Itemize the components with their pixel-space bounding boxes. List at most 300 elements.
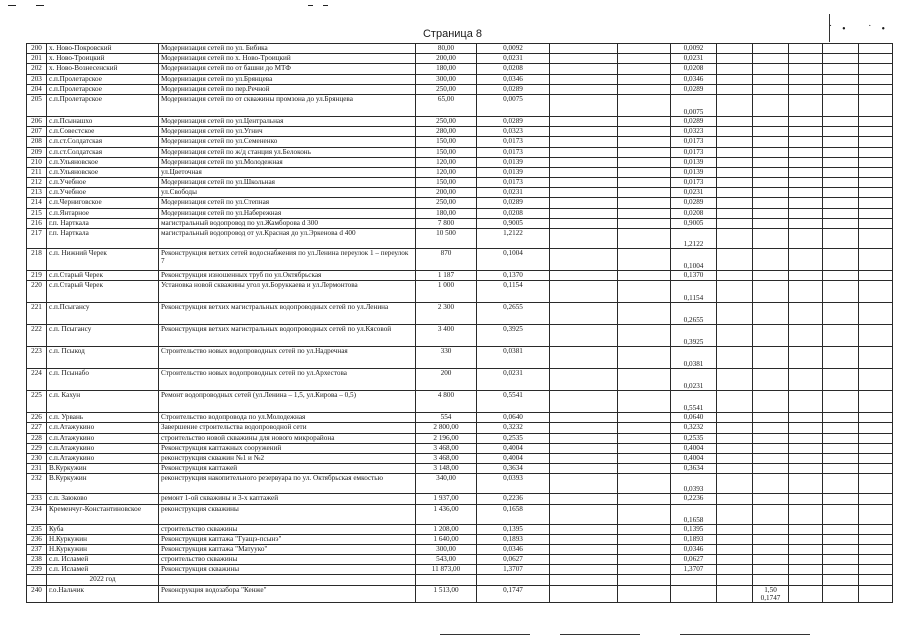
settlement-cell: х. Ново-Вознесенский bbox=[47, 64, 159, 74]
empty-cell bbox=[789, 127, 823, 137]
table-row bbox=[27, 188, 893, 198]
share-total-cell: 0,0231 bbox=[671, 188, 717, 198]
work-description-cell: строительство новой скважины для нового микрорайона bbox=[159, 433, 416, 443]
settlement-cell: В.Куркужин bbox=[47, 474, 159, 494]
empty-cell bbox=[823, 565, 859, 575]
settlement-cell: с.п.ст.Солдатская bbox=[47, 147, 159, 157]
row-number: 204 bbox=[27, 84, 47, 94]
amount-cell: 250,00 bbox=[416, 84, 477, 94]
year-2022-amount-cell bbox=[753, 157, 789, 167]
scan-corner-marks: ˙• ˙• bbox=[828, 24, 895, 35]
share-cell: 1,3707 bbox=[477, 565, 550, 575]
empty-cell bbox=[789, 544, 823, 554]
settlement-cell: с.п. Заюково bbox=[47, 494, 159, 504]
work-description-cell: реконструкция скважины bbox=[159, 504, 416, 524]
row-number: 234 bbox=[27, 504, 47, 524]
settlement-cell: с.п. Кахун bbox=[47, 391, 159, 413]
table-row bbox=[27, 94, 893, 116]
amount-cell: 200 bbox=[416, 369, 477, 391]
table-row bbox=[27, 555, 893, 565]
year-2022-amount-cell bbox=[753, 188, 789, 198]
empty-cell bbox=[859, 423, 893, 433]
settlement-cell: с.п.Пролетарское bbox=[47, 94, 159, 116]
amount-cell: 120,00 bbox=[416, 167, 477, 177]
amount-cell: 150,00 bbox=[416, 147, 477, 157]
row-number: 238 bbox=[27, 555, 47, 565]
empty-cell bbox=[823, 44, 859, 54]
year-2022-amount-cell bbox=[753, 453, 789, 463]
year-2022-amount-cell bbox=[753, 94, 789, 116]
share-cell: 0,9005 bbox=[477, 218, 550, 228]
settlement-cell: х. Ново-Покровский bbox=[47, 44, 159, 54]
empty-cell bbox=[550, 347, 618, 369]
empty-cell bbox=[789, 369, 823, 391]
empty-cell bbox=[789, 229, 823, 249]
amount-cell: 1 208,00 bbox=[416, 524, 477, 534]
row-number: 237 bbox=[27, 544, 47, 554]
empty-cell bbox=[789, 116, 823, 126]
empty-cell bbox=[789, 281, 823, 303]
table-row bbox=[27, 494, 893, 504]
work-description-cell: Модернизация сетей по х. Ново-Троицкий bbox=[159, 54, 416, 64]
table-row bbox=[27, 575, 893, 585]
empty-cell bbox=[859, 64, 893, 74]
work-description-cell: Реконструкция каптажей bbox=[159, 464, 416, 474]
share-total-cell: 0,0381 bbox=[671, 347, 717, 369]
empty-cell bbox=[789, 524, 823, 534]
row-number: 231 bbox=[27, 464, 47, 474]
row-number: 219 bbox=[27, 271, 47, 281]
amount-cell: 80,00 bbox=[416, 44, 477, 54]
share-total-cell: 0,3925 bbox=[671, 325, 717, 347]
empty-cell bbox=[823, 585, 859, 602]
empty-cell bbox=[717, 54, 753, 64]
empty-cell bbox=[717, 433, 753, 443]
empty-cell bbox=[550, 433, 618, 443]
empty-cell bbox=[859, 178, 893, 188]
share-cell: 0,2535 bbox=[477, 433, 550, 443]
empty-cell bbox=[717, 565, 753, 575]
row-number: 206 bbox=[27, 116, 47, 126]
share-total-cell: 0,0323 bbox=[671, 127, 717, 137]
table-row bbox=[27, 249, 893, 271]
empty-cell bbox=[789, 137, 823, 147]
empty-cell bbox=[789, 198, 823, 208]
share-cell: 0,3925 bbox=[477, 325, 550, 347]
settlement-cell: с.п.Ульяновское bbox=[47, 157, 159, 167]
empty-cell bbox=[823, 208, 859, 218]
empty-cell bbox=[859, 443, 893, 453]
amount-cell: 280,00 bbox=[416, 127, 477, 137]
empty-cell bbox=[618, 147, 671, 157]
empty-cell bbox=[789, 555, 823, 565]
empty-cell bbox=[550, 369, 618, 391]
year-2022-amount-cell bbox=[753, 534, 789, 544]
empty-cell bbox=[550, 453, 618, 463]
empty-cell bbox=[618, 504, 671, 524]
empty-cell bbox=[859, 271, 893, 281]
amount-cell: 4 800 bbox=[416, 391, 477, 413]
table-row bbox=[27, 281, 893, 303]
settlement-cell: с.п.ст.Солдатская bbox=[47, 137, 159, 147]
empty-cell bbox=[859, 464, 893, 474]
empty-cell bbox=[859, 198, 893, 208]
work-description-cell: ул.Свободы bbox=[159, 188, 416, 198]
share-total-cell: 0,1370 bbox=[671, 271, 717, 281]
year-2022-amount-cell bbox=[753, 218, 789, 228]
share-total-cell: 0,0173 bbox=[671, 178, 717, 188]
table-row bbox=[27, 116, 893, 126]
share-cell: 0,1893 bbox=[477, 534, 550, 544]
empty-cell bbox=[823, 391, 859, 413]
empty-cell bbox=[823, 575, 859, 585]
row-number: 221 bbox=[27, 303, 47, 325]
empty-cell bbox=[550, 544, 618, 554]
empty-cell bbox=[550, 555, 618, 565]
empty-cell bbox=[717, 218, 753, 228]
empty-cell bbox=[859, 413, 893, 423]
table-row bbox=[27, 504, 893, 524]
empty-cell bbox=[789, 443, 823, 453]
table-row bbox=[27, 413, 893, 423]
empty-cell bbox=[618, 229, 671, 249]
empty-cell bbox=[789, 464, 823, 474]
share-total-cell: 0,0208 bbox=[671, 208, 717, 218]
settlement-cell: В.Куркужин bbox=[47, 464, 159, 474]
settlement-cell: Н.Куркужин bbox=[47, 534, 159, 544]
empty-cell bbox=[618, 198, 671, 208]
share-cell: 0,0231 bbox=[477, 369, 550, 391]
share-cell: 0,0346 bbox=[477, 74, 550, 84]
work-description-cell: Реконсрукция водозабора "Кенже" bbox=[159, 585, 416, 602]
empty-cell bbox=[859, 504, 893, 524]
amount-cell: 2 300 bbox=[416, 303, 477, 325]
year-2022-amount-cell bbox=[753, 84, 789, 94]
empty-cell bbox=[618, 534, 671, 544]
work-description-cell: Модернизация сетей по ул.Степная bbox=[159, 198, 416, 208]
empty-cell bbox=[823, 157, 859, 167]
empty-cell bbox=[618, 575, 671, 585]
amount-cell: 250,00 bbox=[416, 198, 477, 208]
year-2022-amount-cell bbox=[753, 565, 789, 575]
empty-cell bbox=[859, 585, 893, 602]
work-description-cell: Модернизация сетей по ул.Угнич bbox=[159, 127, 416, 137]
empty-cell bbox=[618, 423, 671, 433]
row-number: 233 bbox=[27, 494, 47, 504]
empty-cell bbox=[789, 413, 823, 423]
table-row bbox=[27, 271, 893, 281]
empty-cell bbox=[550, 229, 618, 249]
empty-cell bbox=[859, 74, 893, 84]
empty-cell bbox=[618, 137, 671, 147]
work-description-cell: Модернизация сетей по ул.Школьная bbox=[159, 178, 416, 188]
empty-cell bbox=[789, 54, 823, 64]
empty-cell bbox=[550, 303, 618, 325]
share-total-cell: 1,2122 bbox=[671, 229, 717, 249]
investment-table bbox=[26, 43, 893, 603]
share-cell: 0,4004 bbox=[477, 443, 550, 453]
settlement-cell: Куба bbox=[47, 524, 159, 534]
row-number: 220 bbox=[27, 281, 47, 303]
empty-cell bbox=[859, 325, 893, 347]
share-cell: 0,0640 bbox=[477, 413, 550, 423]
work-description-cell: строительство скважины bbox=[159, 524, 416, 534]
row-number: 214 bbox=[27, 198, 47, 208]
work-description-cell bbox=[159, 575, 416, 585]
empty-cell bbox=[717, 585, 753, 602]
row-number: 209 bbox=[27, 147, 47, 157]
year-2022-amount-cell bbox=[753, 423, 789, 433]
row-number: 202 bbox=[27, 64, 47, 74]
empty-cell bbox=[823, 178, 859, 188]
settlement-cell: г.о.Нальчик bbox=[47, 585, 159, 602]
row-number: 235 bbox=[27, 524, 47, 534]
work-description-cell: Модернизация сетей по ул.Молодежная bbox=[159, 157, 416, 167]
empty-cell bbox=[717, 281, 753, 303]
empty-cell bbox=[618, 64, 671, 74]
amount-cell: 1 513,00 bbox=[416, 585, 477, 602]
empty-cell bbox=[859, 534, 893, 544]
work-description-cell: Модернизация сетей по пер.Речной bbox=[159, 84, 416, 94]
empty-cell bbox=[789, 178, 823, 188]
empty-cell bbox=[550, 157, 618, 167]
share-total-cell: 0,0346 bbox=[671, 544, 717, 554]
empty-cell bbox=[717, 423, 753, 433]
work-description-cell: Завершение строительства водопроводной сети bbox=[159, 423, 416, 433]
empty-cell bbox=[618, 453, 671, 463]
row-number: 200 bbox=[27, 44, 47, 54]
year-2022-amount-cell bbox=[753, 347, 789, 369]
settlement-cell: с.п. Псыгансу bbox=[47, 325, 159, 347]
empty-cell bbox=[789, 585, 823, 602]
empty-cell bbox=[618, 565, 671, 575]
empty-cell bbox=[618, 188, 671, 198]
share-total-cell: 0,0092 bbox=[671, 44, 717, 54]
empty-cell bbox=[789, 347, 823, 369]
empty-cell bbox=[859, 44, 893, 54]
row-number: 239 bbox=[27, 565, 47, 575]
year-2022-amount-cell bbox=[753, 494, 789, 504]
empty-cell bbox=[550, 64, 618, 74]
empty-cell bbox=[717, 229, 753, 249]
settlement-cell: с.п. Псыкод bbox=[47, 347, 159, 369]
empty-cell bbox=[789, 188, 823, 198]
row-number: 225 bbox=[27, 391, 47, 413]
share-total-cell: 0,1004 bbox=[671, 249, 717, 271]
table-row bbox=[27, 534, 893, 544]
work-description-cell: реконструкция накопительного резервуара по ул. Октябрьская емкостью bbox=[159, 474, 416, 494]
share-total-cell: 1,3707 bbox=[671, 565, 717, 575]
work-description-cell: Реконструкция ветхих сетей водоснабжения по ул.Ленина переулок 1 – переулок 7 bbox=[159, 249, 416, 271]
empty-cell bbox=[550, 116, 618, 126]
empty-cell bbox=[618, 54, 671, 64]
table-row bbox=[27, 453, 893, 463]
page-title: Страница 8 bbox=[422, 28, 483, 40]
share-total-cell: 0,9005 bbox=[671, 218, 717, 228]
empty-cell bbox=[789, 391, 823, 413]
settlement-cell: с.п.Пролетарское bbox=[47, 74, 159, 84]
empty-cell bbox=[550, 443, 618, 453]
empty-cell bbox=[859, 147, 893, 157]
table-row bbox=[27, 229, 893, 249]
amount-cell: 1 640,00 bbox=[416, 534, 477, 544]
amount-cell: 543,00 bbox=[416, 555, 477, 565]
empty-cell bbox=[823, 524, 859, 534]
empty-cell bbox=[618, 433, 671, 443]
table-row bbox=[27, 127, 893, 137]
empty-cell bbox=[717, 534, 753, 544]
row-number: 218 bbox=[27, 249, 47, 271]
empty-cell bbox=[618, 157, 671, 167]
amount-cell: 1 436,00 bbox=[416, 504, 477, 524]
empty-cell bbox=[823, 555, 859, 565]
share-total-cell: 0,0289 bbox=[671, 198, 717, 208]
share-total-cell: 0,2535 bbox=[671, 433, 717, 443]
empty-cell bbox=[859, 347, 893, 369]
empty-cell bbox=[789, 157, 823, 167]
empty-cell bbox=[823, 218, 859, 228]
amount-cell: 3 400 bbox=[416, 325, 477, 347]
table-row bbox=[27, 347, 893, 369]
work-description-cell: Строительство новых водопроводных сетей по ул.Архестова bbox=[159, 369, 416, 391]
empty-cell bbox=[859, 208, 893, 218]
share-cell: 0,2655 bbox=[477, 303, 550, 325]
empty-cell bbox=[550, 281, 618, 303]
empty-cell bbox=[717, 494, 753, 504]
row-number: 227 bbox=[27, 423, 47, 433]
amount-cell bbox=[416, 575, 477, 585]
empty-cell bbox=[789, 44, 823, 54]
work-description-cell: Модернизация сетей по ул.Семененко bbox=[159, 137, 416, 147]
settlement-cell: 2022 год bbox=[47, 575, 159, 585]
empty-cell bbox=[823, 453, 859, 463]
empty-cell bbox=[717, 524, 753, 534]
year-2022-amount-cell bbox=[753, 504, 789, 524]
year-2022-amount-cell bbox=[753, 249, 789, 271]
share-total-cell: 0,0231 bbox=[671, 54, 717, 64]
empty-cell bbox=[550, 127, 618, 137]
empty-cell bbox=[717, 413, 753, 423]
work-description-cell: магистральный водопровод от ул.Красная до ул.Эркенова d 400 bbox=[159, 229, 416, 249]
empty-cell bbox=[717, 347, 753, 369]
empty-cell bbox=[823, 474, 859, 494]
work-description-cell: реконструкция скважин №1 и №2 bbox=[159, 453, 416, 463]
empty-cell bbox=[550, 94, 618, 116]
year-2022-amount-cell bbox=[753, 208, 789, 218]
settlement-cell: с.п.Учебное bbox=[47, 178, 159, 188]
empty-cell bbox=[717, 94, 753, 116]
empty-cell bbox=[550, 147, 618, 157]
empty-cell bbox=[550, 44, 618, 54]
empty-cell bbox=[789, 453, 823, 463]
year-2022-amount-cell bbox=[753, 464, 789, 474]
share-cell: 0,0627 bbox=[477, 555, 550, 565]
amount-cell: 7 800 bbox=[416, 218, 477, 228]
amount-cell: 250,00 bbox=[416, 116, 477, 126]
empty-cell bbox=[859, 433, 893, 443]
empty-cell bbox=[789, 167, 823, 177]
empty-cell bbox=[789, 271, 823, 281]
empty-cell bbox=[823, 127, 859, 137]
amount-cell: 150,00 bbox=[416, 178, 477, 188]
amount-cell: 200,00 bbox=[416, 188, 477, 198]
empty-cell bbox=[550, 464, 618, 474]
row-number: 216 bbox=[27, 218, 47, 228]
empty-cell bbox=[823, 198, 859, 208]
share-total-cell: 0,0346 bbox=[671, 74, 717, 84]
table-row bbox=[27, 218, 893, 228]
share-total-cell: 0,1658 bbox=[671, 504, 717, 524]
share-cell: 0,1747 bbox=[477, 585, 550, 602]
empty-cell bbox=[717, 44, 753, 54]
share-total-cell: 0,1395 bbox=[671, 524, 717, 534]
share-cell: 0,0208 bbox=[477, 208, 550, 218]
settlement-cell: Н.Куркужин bbox=[47, 544, 159, 554]
empty-cell bbox=[859, 453, 893, 463]
work-description-cell: Установка новой скважины угол ул.Боруккаева и ул.Лермонтова bbox=[159, 281, 416, 303]
share-cell: 0,0231 bbox=[477, 54, 550, 64]
empty-cell bbox=[550, 575, 618, 585]
settlement-cell: х. Ново-Троицкий bbox=[47, 54, 159, 64]
empty-cell bbox=[859, 218, 893, 228]
empty-cell bbox=[717, 271, 753, 281]
row-number: 201 bbox=[27, 54, 47, 64]
work-description-cell: Реконструкция ветхих магистральных водопроводных сетей по ул.Ленина bbox=[159, 303, 416, 325]
empty-cell bbox=[550, 167, 618, 177]
work-description-cell: Модернизация сетей по ул.Брянцева bbox=[159, 74, 416, 84]
share-total-cell: 0,3232 bbox=[671, 423, 717, 433]
amount-cell: 554 bbox=[416, 413, 477, 423]
empty-cell bbox=[550, 271, 618, 281]
year-2022-amount-cell bbox=[753, 229, 789, 249]
empty-cell bbox=[618, 44, 671, 54]
empty-cell bbox=[550, 494, 618, 504]
empty-cell bbox=[618, 474, 671, 494]
table-row bbox=[27, 137, 893, 147]
empty-cell bbox=[618, 443, 671, 453]
year-2022-amount-cell bbox=[753, 575, 789, 585]
share-cell: 1,2122 bbox=[477, 229, 550, 249]
empty-cell bbox=[550, 54, 618, 64]
share-cell: 0,1658 bbox=[477, 504, 550, 524]
row-number: 240 bbox=[27, 585, 47, 602]
amount-cell: 180,00 bbox=[416, 208, 477, 218]
empty-cell bbox=[789, 494, 823, 504]
share-total-cell: 0,0173 bbox=[671, 137, 717, 147]
empty-cell bbox=[717, 575, 753, 585]
empty-cell bbox=[859, 369, 893, 391]
empty-cell bbox=[618, 249, 671, 271]
empty-cell bbox=[550, 249, 618, 271]
row-number bbox=[27, 575, 47, 585]
share-cell: 0,0289 bbox=[477, 198, 550, 208]
share-cell: 0,3232 bbox=[477, 423, 550, 433]
share-cell: 0,1004 bbox=[477, 249, 550, 271]
table-row bbox=[27, 464, 893, 474]
row-number: 229 bbox=[27, 443, 47, 453]
table-row bbox=[27, 524, 893, 534]
empty-cell bbox=[717, 555, 753, 565]
empty-cell bbox=[789, 303, 823, 325]
amount-cell: 65,00 bbox=[416, 94, 477, 116]
settlement-cell: с.п. Исламей bbox=[47, 555, 159, 565]
share-total-cell: 0,2236 bbox=[671, 494, 717, 504]
share-cell: 0,0231 bbox=[477, 188, 550, 198]
year-2022-amount-cell bbox=[753, 137, 789, 147]
table-row bbox=[27, 565, 893, 575]
empty-cell bbox=[717, 127, 753, 137]
empty-cell bbox=[789, 84, 823, 94]
